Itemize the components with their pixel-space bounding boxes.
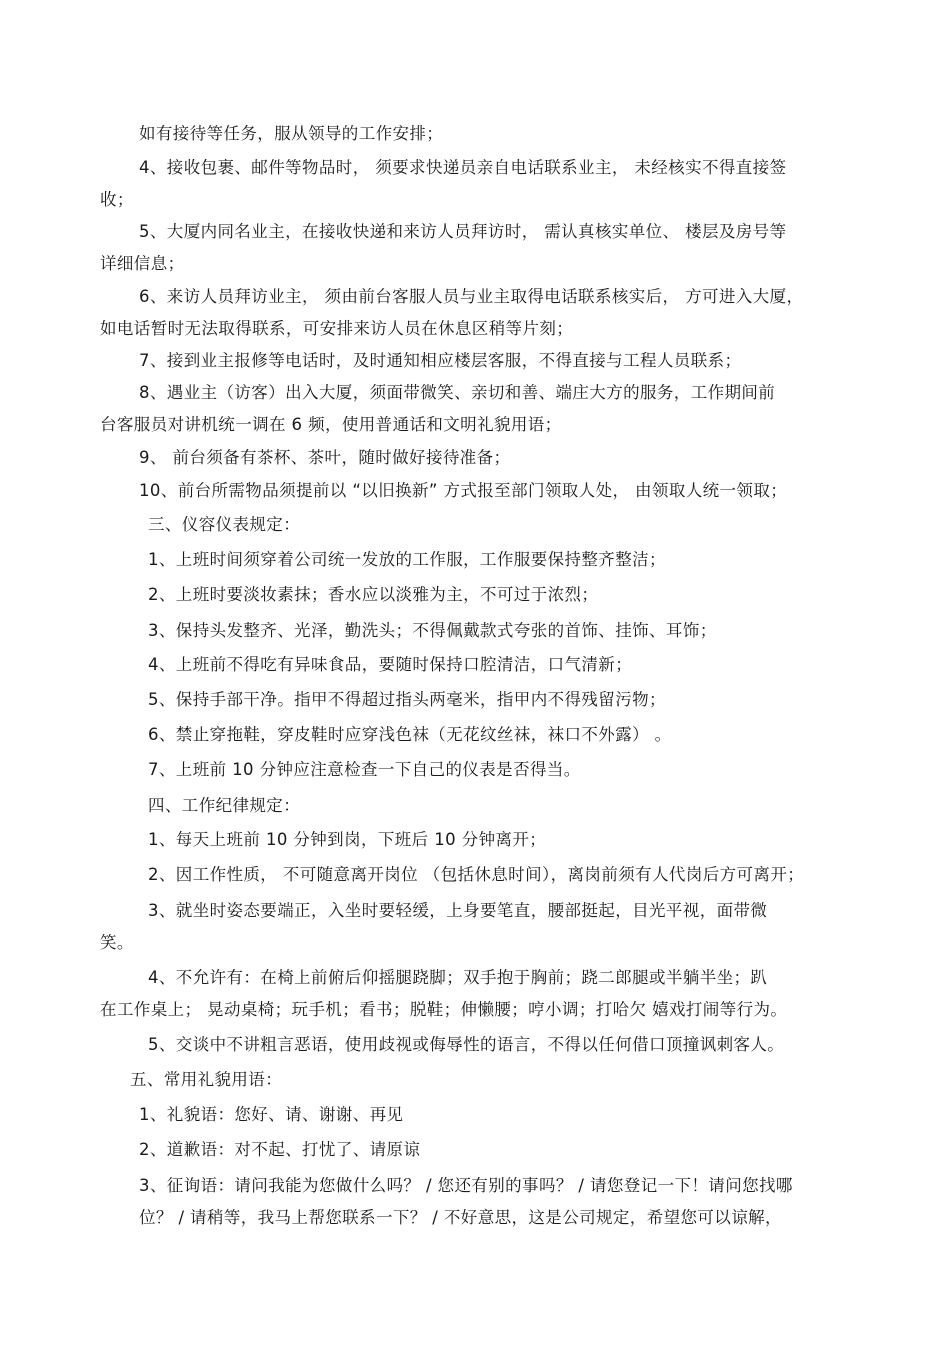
text-line: 7、上班前 10 分钟应注意检查一下自己的仪表是否得当。 xyxy=(148,760,581,779)
text-line: 10、前台所需物品须提前以 “以旧换新” 方式报至部门领取人处， 由领取人统一领取； xyxy=(139,481,788,500)
text-line: 笑。 xyxy=(100,933,134,952)
text-line: 2、因工作性质， 不可随意离开岗位 （包括休息时间），离岗前须有人代岗后方可离开； xyxy=(148,865,805,884)
section-heading: 三、仪容仪表规定： xyxy=(148,515,301,534)
text-line: 4、上班前不得吃有异味食品，要随时保持口腔清洁，口气清新； xyxy=(148,655,633,674)
text-line: 详细信息； xyxy=(100,254,185,273)
text-line: 4、接收包裹、邮件等物品时， 须要求快递员亲自电话联系业主， 未经核实不得直接签 xyxy=(139,158,787,177)
text-line: 位？ / 请稍等，我马上帮您联系一下？ / 不好意思，这是公司规定，希望您可以谅解， xyxy=(139,1208,782,1227)
section-heading: 五、常用礼貌用语： xyxy=(130,1070,283,1089)
text-line: 5、交谈中不讲粗言恶语，使用歧视或侮辱性的语言，不得以任何借口顶撞讽刺客人。 xyxy=(148,1035,785,1054)
text-line: 如电话暂时无法取得联系，可安排来访人员在休息区稍等片刻； xyxy=(100,319,574,338)
text-line: 5、保持手部干净。指甲不得超过指头两毫米，指甲内不得残留污物； xyxy=(148,690,666,709)
text-line: 3、保持头发整齐、光泽，勤洗头；不得佩戴款式夸张的首饰、挂饰、耳饰； xyxy=(148,621,717,640)
text-line: 4、不允许有：在椅上前俯后仰摇腿跷脚；双手抱于胸前；跷二郎腿或半躺半坐；趴 xyxy=(148,968,768,987)
text-line: 在工作桌上； 晃动桌椅；玩手机；看书；脱鞋；伸懒腰；哼小调；打哈欠 嬉戏打闹等行为。 xyxy=(100,1000,788,1019)
text-line: 2、道歉语：对不起、打忧了、请原谅 xyxy=(139,1140,421,1159)
text-line: 9、 前台须备有茶杯、茶叶，随时做好接待准备； xyxy=(139,448,511,467)
text-line: 1、上班时间须穿着公司统一发放的工作服，工作服要保持整齐整洁； xyxy=(148,550,666,569)
text-line: 2、上班时要淡妆素抹；香水应以淡雅为主，不可过于浓烈； xyxy=(148,585,599,604)
text-line: 6、来访人员拜访业主， 须由前台客服人员与业主取得电话联系核实后， 方可进入大厦， xyxy=(139,287,804,306)
section-heading: 四、工作纪律规定： xyxy=(148,796,301,815)
text-line: 3、征询语：请问我能为您做什么吗？ / 您还有别的事吗？ / 请您登记一下！请问您找哪 xyxy=(139,1176,793,1195)
text-line: 台客服员对讲机统一调在 6 频，使用普通话和文明礼貌用语； xyxy=(100,415,562,434)
text-line: 1、礼貌语：您好、请、谢谢、再见 xyxy=(139,1105,404,1124)
text-line: 3、就坐时姿态要端正，入坐时要轻缓，上身要笔直，腰部挺起，目光平视，面带微 xyxy=(148,901,768,920)
text-line: 如有接待等任务，服从领导的工作安排； xyxy=(139,124,444,143)
text-line: 7、接到业主报修等电话时，及时通知相应楼层客服，不得直接与工程人员联系； xyxy=(139,351,742,370)
text-line: 8、遇业主（访客）出入大厦，须面带微笑、亲切和善、端庄大方的服务，工作期间前 xyxy=(139,383,776,402)
text-line: 1、每天上班前 10 分钟到岗，下班后 10 分钟离开； xyxy=(148,830,547,849)
text-line: 6、禁止穿拖鞋，穿皮鞋时应穿浅色袜（无花纹丝袜，袜口不外露） 。 xyxy=(148,725,672,744)
text-line: 5、大厦内同名业主，在接收快递和来访人员拜访时， 需认真核实单位、 楼层及房号等 xyxy=(139,222,787,241)
text-line: 收； xyxy=(100,190,134,209)
